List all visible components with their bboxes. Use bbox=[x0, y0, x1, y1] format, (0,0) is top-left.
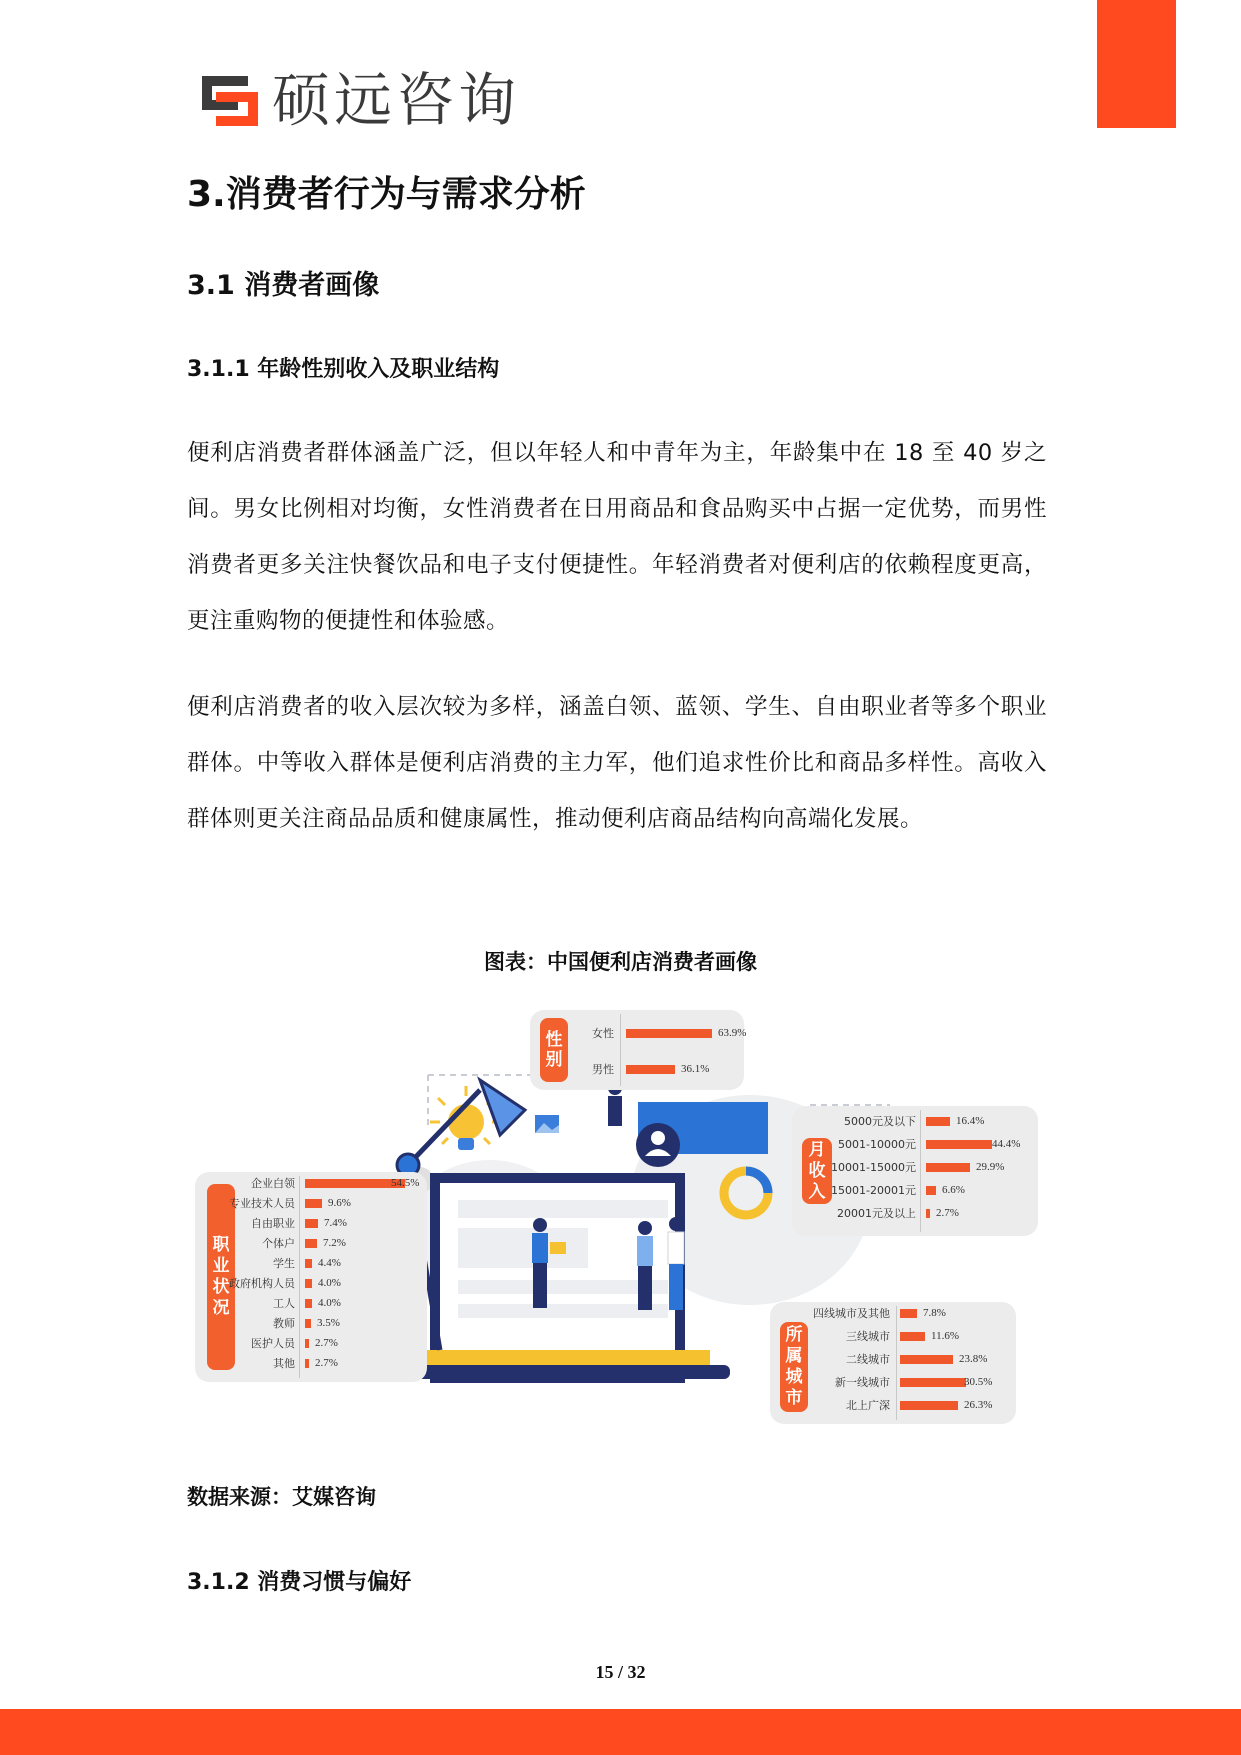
occupation-row: 政府机构人员 4.0% bbox=[229, 1277, 341, 1290]
image-icon bbox=[535, 1115, 559, 1133]
city-row: 四线城市及其他 7.8% bbox=[813, 1307, 946, 1320]
income-row: 5001-10000元 44.4% bbox=[838, 1138, 1021, 1151]
city-row: 三线城市 11.6% bbox=[846, 1330, 960, 1343]
income-row: 15001-20001元 6.6% bbox=[831, 1184, 965, 1197]
page-number: 15 / 32 bbox=[595, 1662, 646, 1682]
corner-accent-tab bbox=[1097, 0, 1176, 128]
occupation-row: 自由职业 7.4% bbox=[251, 1217, 347, 1230]
gender-panel-tag: 性 别 bbox=[540, 1018, 568, 1082]
gender-panel bbox=[530, 1010, 747, 1090]
occupation-row: 个体户 7.2% bbox=[262, 1237, 346, 1250]
income-row: 5000元及以下 16.4% bbox=[844, 1115, 985, 1128]
brand-name: 硕远咨询 bbox=[272, 66, 521, 134]
income-row: 10001-15000元 29.9% bbox=[831, 1161, 1005, 1174]
income-panel bbox=[792, 1106, 1038, 1236]
subsection-heading-1: 3.1.1 年龄性别收入及职业结构 bbox=[187, 357, 500, 382]
city-panel-tag: 所 属 城 市 bbox=[780, 1322, 808, 1412]
income-panel-tag: 月 收 入 bbox=[802, 1138, 832, 1204]
city-row: 北上广深 26.3% bbox=[846, 1399, 993, 1412]
occupation-row: 企业白领 54.5% bbox=[251, 1177, 420, 1190]
data-source: 数据来源：艾媒咨询 bbox=[187, 1485, 376, 1509]
brand-logo bbox=[200, 66, 521, 134]
city-row: 新一线城市 30.5% bbox=[835, 1376, 993, 1389]
occupation-row: 工人 4.0% bbox=[273, 1297, 341, 1310]
figure-caption: 图表：中国便利店消费者画像 bbox=[484, 950, 757, 974]
occupation-row: 教师 3.5% bbox=[273, 1317, 340, 1330]
user-avatar-icon bbox=[636, 1123, 680, 1167]
occupation-row: 学生 4.4% bbox=[273, 1257, 341, 1270]
section-heading: 3.1 消费者画像 bbox=[187, 270, 380, 301]
consumer-profile-infographic bbox=[190, 1010, 1050, 1425]
occupation-row: 医护人员 2.7% bbox=[251, 1337, 338, 1350]
subsection-heading-2: 3.1.2 消费习惯与偏好 bbox=[187, 1570, 412, 1595]
chapter-heading: 3.消费者行为与需求分析 bbox=[187, 174, 586, 215]
city-tier-panel bbox=[770, 1302, 1016, 1424]
occupation-panel-tag: 职 业 状 况 bbox=[207, 1184, 235, 1370]
gender-row: 女性 63.9% bbox=[592, 1027, 747, 1040]
logo-mark-icon bbox=[200, 72, 260, 128]
occupation-row: 专业技术人员 9.6% bbox=[229, 1197, 351, 1210]
footer-accent-bar bbox=[0, 1709, 1241, 1755]
occupation-panel bbox=[195, 1172, 427, 1382]
occupation-row: 其他 2.7% bbox=[273, 1357, 338, 1370]
income-row: 20001元及以上 2.7% bbox=[837, 1207, 959, 1220]
gender-row: 男性 36.1% bbox=[592, 1063, 710, 1076]
paragraph-age-gender: 便利店消费者群体涵盖广泛，但以年轻人和中青年为主，年龄集中在 18 至 40 岁之间。男女比例相对均衡，女性消费者在日用商品和食品购买中占据一定优势，而男性消费者更多关注快餐饮品和电子支付便捷性。年轻消费者对便利店的依赖程度更高，更注重购物的便捷性和体验感。 bbox=[187, 440, 1047, 634]
city-row: 二线城市 23.8% bbox=[846, 1353, 988, 1366]
paragraph-income-occupation: 便利店消费者的收入层次较为多样，涵盖白领、蓝领、学生、自由职业者等多个职业群体。中等收入群体是便利店消费的主力军，他们追求性价比和商品多样性。高收入群体则更关注商品品质和健康属性，推动便利店商品结构向高端化发展。 bbox=[187, 694, 1047, 832]
